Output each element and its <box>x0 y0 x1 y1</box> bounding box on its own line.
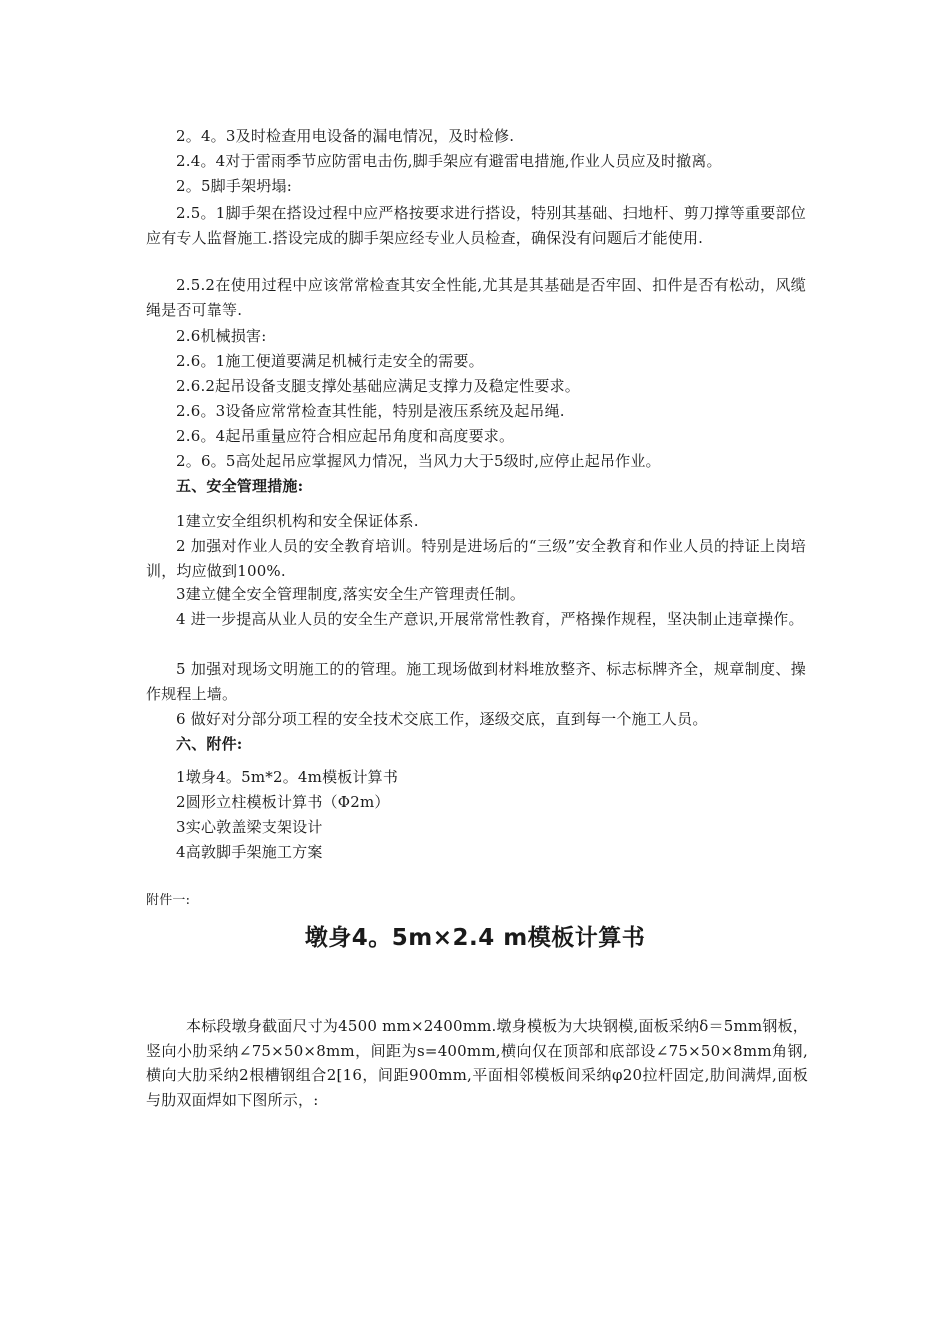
attachment-body-paragraph: 本标段墩身截面尺寸为4500 mm×2400mm.墩身模板为大块钢模,面板采纳δ＝5mm钢板，竖向小肋采纳∠75×50×8mm，间距为s=400mm,横向仅在顶部和底部设∠75×50×8mm角钢,横向大肋采纳2根槽钢组合2[16，间距900mm,平面相邻模板间采纳φ20拉杆固定,肋间满焊,面板与肋双面焊如下图所示，: <box>146 1017 808 1109</box>
section-6-heading: 六、附件: <box>176 735 243 753</box>
attachment-list-item-1: 1墩身4。5m*2。4m模板计算书 <box>176 768 399 786</box>
section-5-heading: 五、安全管理措施: <box>176 477 304 495</box>
section-5-item-6: 6 做好对分部分项工程的安全技术交底工作，逐级交底，直到每一个施工人员。 <box>176 710 708 728</box>
section-5-item-3: 3建立健全安全管理制度,落实安全生产管理责任制。 <box>176 585 526 603</box>
attachment-list-item-2: 2圆形立柱模板计算书（Φ2m） <box>176 793 390 811</box>
section-5-item-2: 2 加强对作业人员的安全教育培训。特别是进场后的“三级”安全教育和作业人员的持证上岗培训，均应做到100%. <box>146 537 806 580</box>
heading-2-5: 2。5脚手架坍塌: <box>176 177 292 195</box>
paragraph-2-6-3: 2.6。3设备应常常检查其性能，特别是液压系统及起吊绳. <box>176 402 565 420</box>
paragraph-2-4-4: 2.4。4对于雷雨季节应防雷电击伤,脚手架应有避雷电措施,作业人员应及时撤离。 <box>176 152 722 170</box>
attachment-label: 附件一: <box>146 893 191 908</box>
attachment-list-item-4: 4高敦脚手架施工方案 <box>176 843 323 861</box>
paragraph-2-5-2: 2.5.2在使用过程中应该常常检查其安全性能,尤其是其基础是否牢固、扣件是否有松动，风缆绳是否可靠等. <box>146 276 806 319</box>
paragraph-2-6-1: 2.6。1施工便道要满足机械行走安全的需要。 <box>176 352 484 370</box>
attachment-list-item-3: 3实心敦盖梁支架设计 <box>176 818 323 836</box>
paragraph-2-6-5: 2。6。5高处起吊应掌握风力情况，当风力大于5级时,应停止起吊作业。 <box>176 452 661 470</box>
paragraph-2-6-4: 2.6。4起吊重量应符合相应起吊角度和高度要求。 <box>176 427 515 445</box>
section-5-item-5: 5 加强对现场文明施工的的管理。施工现场做到材料堆放整齐、标志标牌齐全，规章制度、操作规程上墙。 <box>146 660 806 703</box>
paragraph-2-4-3: 2。4。3及时检查用电设备的漏电情况，及时检修. <box>176 127 515 145</box>
heading-2-6: 2.6机械损害: <box>176 327 267 345</box>
section-5-item-4: 4 进一步提高从业人员的安全生产意识,开展常常性教育，严格操作规程，坚决制止违章操作。 <box>176 610 804 628</box>
paragraph-2-5-1: 2.5。1脚手架在搭设过程中应严格按要求进行搭设，特别其基础、扫地杆、剪刀撑等重要部位应有专人监督施工.搭设完成的脚手架应经专业人员检查，确保没有问题后才能使用. <box>146 204 806 247</box>
section-5-item-1: 1建立安全组织机构和安全保证体系. <box>176 512 419 530</box>
paragraph-2-6-2: 2.6.2起吊设备支腿支撑处基础应满足支撑力及稳定性要求。 <box>176 377 580 395</box>
attachment-title: 墩身4。5m×2.4 m模板计算书 <box>304 925 646 951</box>
